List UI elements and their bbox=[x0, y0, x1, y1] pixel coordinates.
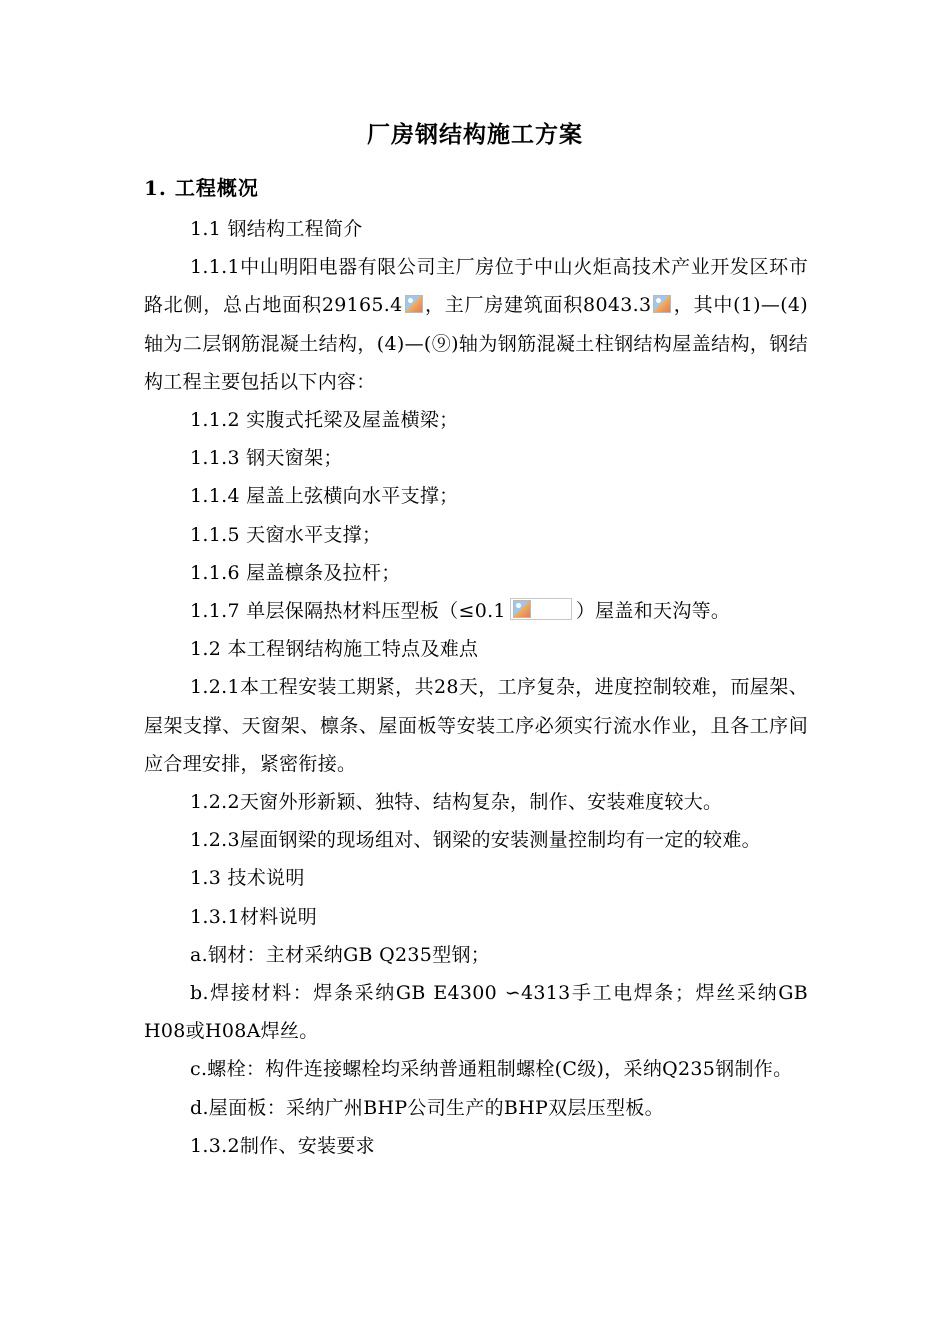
document-body bbox=[144, 210, 808, 1165]
para-1-2-1: 1.2.1本工程安装工期紧，共28天，工序复杂，进度控制较难，而屋架、屋架支撑、天窗架、檩条、屋面板等安装工序必须实行流水作业，且各工序间应合理安排，紧密衔接。 bbox=[144, 676, 808, 775]
broken-image-icon bbox=[653, 295, 671, 313]
image-frame bbox=[510, 598, 572, 620]
para-1-1-7 bbox=[144, 592, 808, 630]
para-1-1-3: 1.1.3 钢天窗架； bbox=[190, 447, 343, 470]
para-a: a.钢材：主材采纳GB Q235型钢； bbox=[190, 943, 491, 966]
para-1-1-1-part-a: 1.1.1中山明阳电器有限公司主厂房位于中山火炬高技术产业开发区环市路北侧，总占地面积29165.4 bbox=[144, 256, 808, 317]
para-1-1-5: 1.1.5 天窗水平支撑； bbox=[190, 523, 382, 546]
para-1-2-3: 1.2.3屋面钢梁的现场组对、钢梁的安装测量控制均有一定的较难。 bbox=[190, 829, 761, 852]
section-heading-1: 1. 工程概况 bbox=[144, 176, 259, 200]
document-title: 厂房钢结构施工方案 bbox=[367, 121, 583, 148]
para-1-1-2: 1.1.2 实腹式托梁及屋盖横梁； bbox=[190, 409, 459, 432]
para-1-1-1-part-c: ，其中(1)—(4)轴为二层钢筋混凝土结构，(4)—(⑨)轴为钢筋混凝土柱钢结构屋盖结构，钢结构工程主要包括以下内容： bbox=[144, 294, 809, 393]
broken-image-icon bbox=[405, 295, 423, 313]
para-1-1-7-part-b: ）屋盖和天沟等。 bbox=[575, 600, 731, 623]
para-1-1: 1.1 钢结构工程简介 bbox=[190, 218, 363, 240]
para-1-1-1 bbox=[144, 248, 808, 401]
para-c: c.螺栓：构件连接螺栓均采纳普通粗制螺栓(C级)，采纳Q235钢制作。 bbox=[190, 1058, 793, 1081]
para-d: d.屋面板：采纳广州BHP公司生产的BHP双层压型板。 bbox=[190, 1096, 664, 1119]
para-1-1-4: 1.1.4 屋盖上弦横向水平支撑； bbox=[190, 485, 459, 508]
para-1-3-1: 1.3.1材料说明 bbox=[190, 905, 318, 928]
para-1-1-1-part-b: ，主厂房建筑面积8043.3 bbox=[424, 294, 652, 317]
para-b: b.焊接材料：焊条采纳GB E4300 ∽4313手工电焊条；焊丝采纳GB H08或H08A焊丝。 bbox=[144, 982, 808, 1043]
para-1-2-2: 1.2.2天窗外形新颖、独特、结构复杂，制作、安装难度较大。 bbox=[190, 791, 723, 814]
broken-image-icon bbox=[513, 600, 531, 618]
para-1-2: 1.2 本工程钢结构施工特点及难点 bbox=[190, 638, 479, 661]
para-1-1-7-part-a: 1.1.7 单层保隔热材料压型板（≤0.1 bbox=[190, 600, 506, 623]
para-1-3-2: 1.3.2制作、安装要求 bbox=[190, 1134, 375, 1157]
para-1-1-6: 1.1.6 屋盖檩条及拉杆； bbox=[190, 561, 401, 584]
para-1-3: 1.3 技术说明 bbox=[190, 867, 305, 890]
